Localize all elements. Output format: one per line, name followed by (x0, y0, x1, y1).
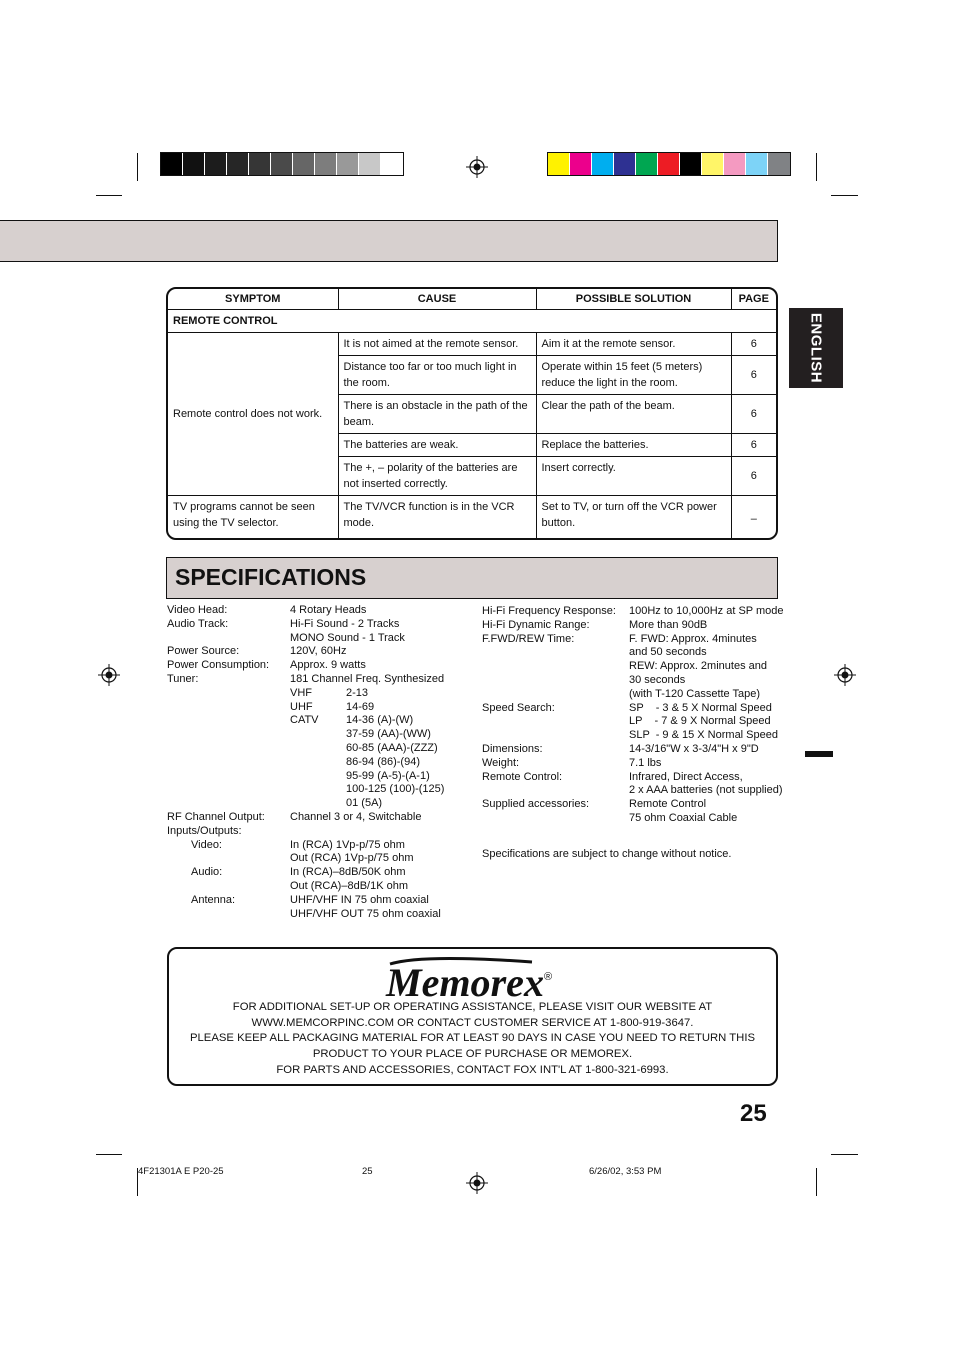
color-swatch (381, 153, 403, 175)
cause-cell: Distance too far or too much light in the room. (338, 356, 536, 395)
crop-mark (137, 153, 138, 181)
spec-row (482, 715, 782, 729)
color-swatch (337, 153, 359, 175)
color-swatch (680, 153, 702, 175)
solution-cell: Insert correctly. (536, 457, 731, 496)
color-swatch (746, 153, 768, 175)
spec-label: Hi-Fi Dynamic Range: (482, 618, 590, 631)
spec-label: Video Head: (167, 604, 228, 616)
spec-value: SP - 3 & 5 X Normal Speed (629, 701, 772, 714)
spec-value: Out (RCA)–8dB/1K ohm (290, 879, 408, 892)
spec-row (167, 866, 467, 880)
spec-row (482, 633, 782, 647)
spec-row (167, 728, 467, 742)
spec-row (482, 688, 782, 702)
spec-value: 14-3/16"W x 3-3/4"H x 9"D (629, 742, 759, 755)
spec-row (167, 908, 467, 922)
spec-label: Audio: (191, 866, 223, 879)
spec-value: 7.1 lbs (629, 756, 662, 769)
crop-mark (816, 153, 817, 181)
specifications-title: SPECIFICATIONS (175, 564, 367, 590)
spec-subvalue: 100-125 (100)-(125) (346, 783, 445, 796)
spec-subvalue: 2-13 (346, 686, 369, 699)
spec-row (167, 770, 467, 784)
spec-label: Remote Control: (482, 770, 563, 783)
color-swatch (724, 153, 746, 175)
page-cell: 6 (731, 356, 776, 395)
spec-value: MONO Sound - 1 Track (290, 631, 405, 644)
crop-mark (96, 1154, 122, 1155)
spec-row (482, 660, 782, 674)
spec-value: Infrared, Direct Access, (629, 770, 743, 783)
spec-row (167, 880, 467, 894)
specifications-note: Specifications are subject to change without notice. (482, 848, 732, 860)
spec-row (167, 811, 467, 825)
gray-calibration-bars (160, 152, 404, 176)
column-header: CAUSE (338, 289, 536, 310)
spec-value: 75 ohm Coaxial Cable (629, 811, 738, 824)
spec-label: RF Channel Output: (167, 810, 265, 823)
color-swatch (570, 153, 592, 175)
footer-date: 6/26/02, 3:53 PM (589, 1166, 662, 1177)
spec-label: Dimensions: (482, 742, 543, 755)
spec-value: UHF/VHF IN 75 ohm coaxial (290, 893, 429, 906)
specifications-right-column (482, 605, 782, 826)
spec-row (482, 619, 782, 633)
support-line: PLEASE KEEP ALL PACKAGING MATERIAL FOR AT LEAST 90 DAYS IN CASE YOU NEED TO RETURN THIS (189, 1032, 756, 1045)
spec-row (167, 604, 467, 618)
color-swatch (359, 153, 381, 175)
color-swatch (227, 153, 249, 175)
specifications-left-column (167, 604, 467, 921)
color-swatch (548, 153, 570, 175)
spec-value: Out (RCA) 1Vp-p/75 ohm (290, 852, 414, 865)
spec-row (167, 659, 467, 673)
spec-value: Hi-Fi Sound - 2 Tracks (290, 617, 400, 630)
spec-subvalue: 14-69 (346, 700, 375, 713)
color-swatch (592, 153, 614, 175)
spec-row (167, 894, 467, 908)
spec-value: VHF (290, 686, 312, 699)
support-text (167, 1000, 778, 1079)
spec-value: SLP - 9 & 15 X Normal Speed (629, 729, 778, 742)
spec-value: Channel 3 or 4, Switchable (290, 810, 422, 823)
spec-row (167, 742, 467, 756)
solution-cell: Aim it at the remote sensor. (536, 333, 731, 356)
spec-value: In (RCA)–8dB/50K ohm (290, 866, 406, 879)
page-cell: 6 (731, 434, 776, 457)
support-line: PRODUCT TO YOUR PLACE OF PURCHASE OR MEMOREX. (312, 1048, 633, 1061)
spec-value: 181 Channel Freq. Synthesized (290, 672, 445, 685)
spec-subvalue: 60-85 (AAA)-(ZZZ) (346, 741, 438, 754)
spec-value: More than 90dB (629, 618, 708, 631)
spec-label: Audio Track: (167, 617, 229, 630)
cause-cell: There is an obstacle in the path of the beam. (338, 395, 536, 434)
crop-mark (96, 195, 122, 196)
color-swatch (614, 153, 636, 175)
spec-value: 2 x AAA batteries (not supplied) (629, 784, 783, 797)
color-swatch (658, 153, 680, 175)
spec-subvalue: 01 (5A) (346, 797, 383, 810)
footer-page: 25 (362, 1166, 373, 1177)
spec-label: Antenna: (191, 893, 236, 906)
spec-row (482, 674, 782, 688)
column-header: POSSIBLE SOLUTION (536, 289, 731, 310)
spec-value: F. FWD: Approx. 4minutes (629, 632, 757, 645)
support-line: FOR PARTS AND ACCESSORIES, CONTACT FOX INT'L AT 1-800-321-6993. (276, 1063, 669, 1076)
spec-value: (with T-120 Cassette Tape) (629, 687, 761, 700)
spec-value: 100Hz to 10,000Hz at SP mode (629, 605, 784, 617)
spec-value: 120V, 60Hz (290, 645, 347, 658)
spec-row (167, 701, 467, 715)
spec-label: Video: (191, 838, 222, 851)
symptom-cell: TV programs cannot be seen using the TV selector. (168, 496, 338, 541)
spec-subvalue: 86-94 (86)-(94) (346, 755, 420, 768)
spec-row (482, 812, 782, 826)
spec-row (482, 729, 782, 743)
spec-row (167, 645, 467, 659)
spec-subvalue: 37-59 (AA)-(WW) (346, 728, 431, 741)
color-swatch (249, 153, 271, 175)
page-cell: – (731, 496, 776, 541)
registration-mark-icon (98, 664, 120, 686)
spec-value: UHF (290, 700, 313, 713)
spec-row (482, 605, 782, 619)
registration-mark-icon (466, 156, 488, 178)
spec-row (482, 743, 782, 757)
cause-cell: The +, – polarity of the batteries are not inserted correctly. (338, 457, 536, 496)
crop-mark (831, 1154, 858, 1155)
spec-value: Remote Control (629, 798, 707, 811)
color-swatch (293, 153, 315, 175)
page-cell: 6 (731, 333, 776, 356)
crop-mark (816, 1168, 817, 1196)
cause-cell: The TV/VCR function is in the VCR mode. (338, 496, 536, 541)
spec-label: Hi-Fi Frequency Response: (482, 605, 616, 617)
spec-value: CATV (290, 714, 319, 727)
registration-mark-icon (834, 664, 856, 686)
color-swatch (271, 153, 293, 175)
spec-row (482, 784, 782, 798)
registration-mark-icon (466, 1172, 488, 1194)
language-tab (789, 308, 843, 388)
solution-cell: Replace the batteries. (536, 434, 731, 457)
page-number: 25 (740, 1100, 767, 1127)
spec-value: REW: Approx. 2minutes and (629, 660, 767, 673)
spec-label: Power Consumption: (167, 659, 270, 672)
spec-row (167, 797, 467, 811)
spec-row (167, 756, 467, 770)
column-header: SYMPTOM (168, 289, 338, 310)
troubleshooting-table (166, 287, 778, 540)
spec-value: LP - 7 & 9 X Normal Speed (629, 715, 771, 728)
specifications-heading-bar (166, 557, 778, 599)
color-calibration-bars (547, 152, 791, 176)
page-cell: 6 (731, 457, 776, 496)
spec-row (482, 798, 782, 812)
spec-row (167, 632, 467, 646)
spec-row (167, 852, 467, 866)
spec-value: 30 seconds (629, 673, 686, 686)
registered-mark: ® (544, 971, 553, 983)
section-heading: REMOTE CONTROL (168, 310, 776, 333)
spec-label: Speed Search: (482, 701, 555, 714)
spec-row (167, 618, 467, 632)
spec-label: Supplied accessories: (482, 798, 590, 811)
spec-label: Weight: (482, 756, 520, 769)
spec-row (167, 825, 467, 839)
color-swatch (205, 153, 227, 175)
cause-cell: The batteries are weak. (338, 434, 536, 457)
memorex-logo (382, 952, 562, 1000)
solution-cell: Set to TV, or turn off the VCR power button. (536, 496, 731, 541)
solution-cell: Clear the path of the beam. (536, 395, 731, 434)
spec-row (167, 714, 467, 728)
color-swatch (702, 153, 724, 175)
side-marker (805, 751, 833, 757)
spec-value: Approx. 9 watts (290, 659, 366, 672)
spec-row (482, 771, 782, 785)
color-swatch (183, 153, 205, 175)
support-line: WWW.MEMCORPINC.COM OR CONTACT CUSTOMER SERVICE AT 1-800-919-3647. (251, 1016, 694, 1029)
spec-row (167, 673, 467, 687)
column-header: PAGE (731, 289, 776, 310)
spec-label: Tuner: (167, 672, 199, 685)
spec-label: Inputs/Outputs: (167, 824, 242, 837)
page-cell: 6 (731, 395, 776, 434)
spec-value: UHF/VHF OUT 75 ohm coaxial (290, 907, 441, 920)
spec-row (167, 783, 467, 797)
crop-mark (831, 195, 858, 196)
spec-row (167, 687, 467, 701)
symptom-cell: Remote control does not work. (168, 333, 338, 496)
header-band (0, 220, 778, 262)
spec-label: Power Source: (167, 645, 240, 658)
color-swatch (161, 153, 183, 175)
solution-cell: Operate within 15 feet (5 meters) reduce the light in the room. (536, 356, 731, 395)
memorex-logo-text: Memorex (384, 961, 544, 1000)
spec-row (482, 757, 782, 771)
spec-value: In (RCA) 1Vp-p/75 ohm (290, 838, 405, 851)
footer-code: 4F21301A E P20-25 (138, 1166, 224, 1177)
spec-subvalue: 95-99 (A-5)-(A-1) (346, 769, 430, 782)
cause-cell: It is not aimed at the remote sensor. (338, 333, 536, 356)
color-swatch (768, 153, 790, 175)
spec-row (482, 646, 782, 660)
color-swatch (315, 153, 337, 175)
spec-subvalue: 14-36 (A)-(W) (346, 714, 414, 727)
spec-row (482, 702, 782, 716)
spec-row (167, 839, 467, 853)
language-tab-label: ENGLISH (807, 312, 825, 384)
spec-label: F.FWD/REW Time: (482, 632, 575, 645)
support-line: FOR ADDITIONAL SET-UP OR OPERATING ASSISTANCE, PLEASE VISIT OUR WEBSITE AT (232, 1001, 713, 1013)
spec-value: and 50 seconds (629, 646, 707, 659)
color-swatch (636, 153, 658, 175)
spec-value: 4 Rotary Heads (290, 604, 367, 616)
